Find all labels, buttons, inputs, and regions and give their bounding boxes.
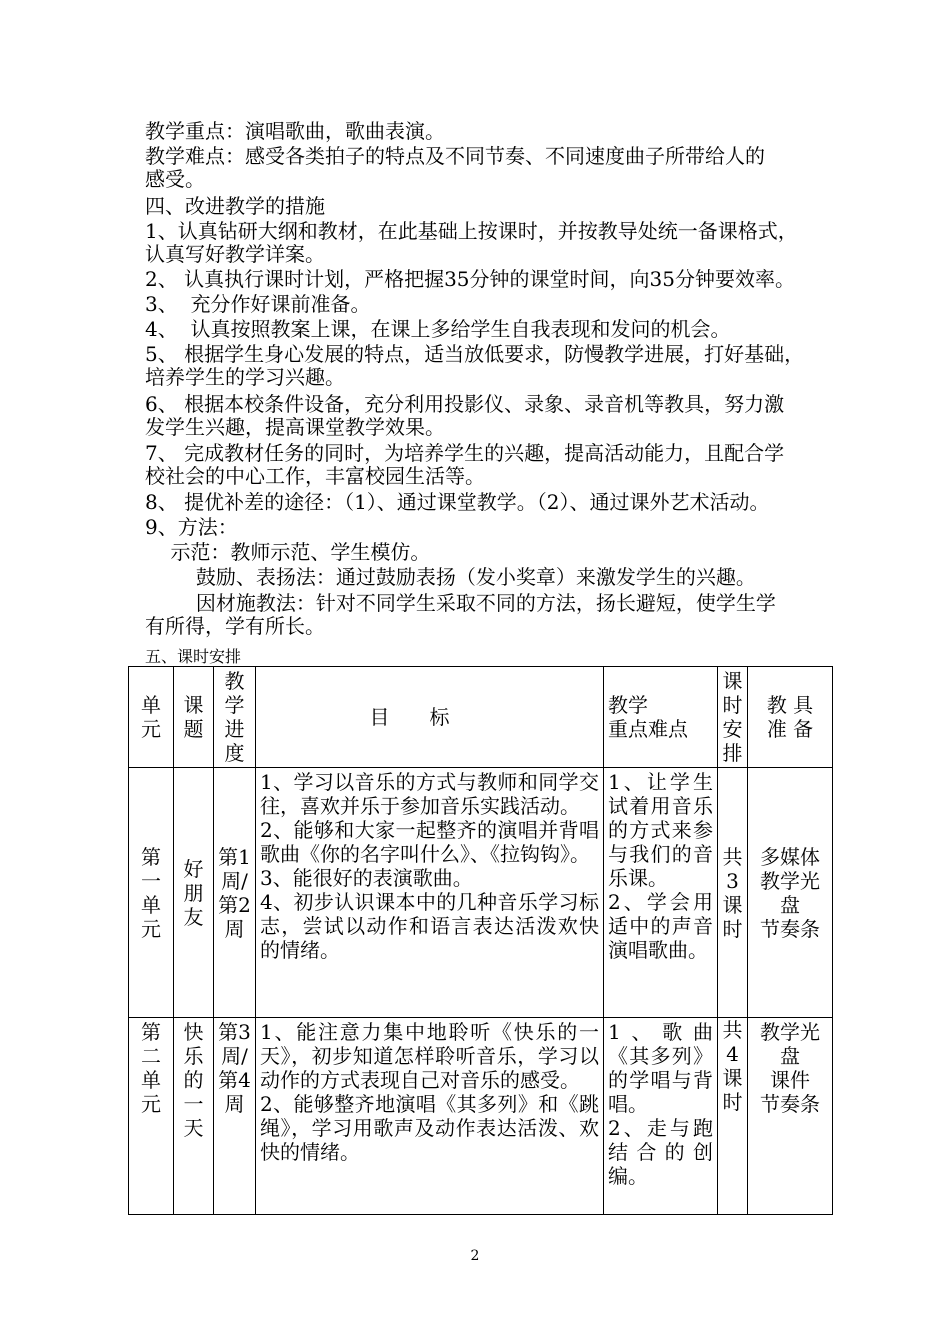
unit-cell: 第二单元 bbox=[129, 1018, 174, 1215]
header-topic: 课题 bbox=[174, 667, 214, 768]
topic-cell: 好朋友 bbox=[174, 768, 214, 1018]
measure-6: 6、 根据本校条件设备，充分利用投影仪、录象、录音机等教具，努力激 发学生兴趣，提高课堂教学效果。 bbox=[145, 392, 785, 439]
measure-9-title: 9、方法： bbox=[145, 515, 238, 539]
header-key-points: 教学 重点难点 bbox=[604, 667, 718, 768]
header-unit: 单元 bbox=[129, 667, 174, 768]
table-header-row bbox=[129, 667, 833, 768]
header-goal: 目标 bbox=[256, 667, 604, 768]
tools-cell: 教学光 盘 课件 节奏条 bbox=[748, 1018, 833, 1215]
schedule-table bbox=[128, 666, 833, 1215]
measure-5: 5、 根据学生身心发展的特点，适当放低要求，防慢教学进展，打好基础， 培养学生的学习兴趣。 bbox=[145, 342, 805, 389]
goal-cell: 1、能注意力集中地聆听《快乐的一天》，初步知道怎样聆听音乐，学习以动作的方式表现自己对音乐的感受。 2、能够整齐地演唱《其多列》和《跳绳》，学习用歌声及动作表达活泼、欢快的情绪。 bbox=[256, 1018, 604, 1215]
goal-cell: 1、学习以音乐的方式与教师和同学交往，喜欢并乐于参加音乐实践活动。 2、能够和大家一起整齐的演唱并背唱歌曲《你的名字叫什么》、《拉钩钩》。 3、能很好的表演歌曲。 4、初步认识课本中的几种音乐学习标志，尝试以动作和语言表达活泼欢快的情绪。 bbox=[256, 768, 604, 1018]
key-point: 教学重点：演唱歌曲，歌曲表演。 bbox=[145, 119, 445, 143]
measure-1: 1、认真钻研大纲和教材，在此基础上按课时，并按教导处统一备课格式， 认真写好教学详案。 bbox=[145, 219, 798, 266]
section-5-title: 五、课时安排 bbox=[145, 647, 242, 666]
page-number: 2 bbox=[470, 1248, 480, 1264]
table-row bbox=[129, 1018, 833, 1215]
header-tools: 教 具 准 备 bbox=[748, 667, 833, 768]
progress-cell: 第3周/第4周 bbox=[214, 1018, 256, 1215]
method-demo: 示范：教师示范、学生模仿。 bbox=[145, 540, 431, 564]
measure-8: 8、 提优补差的途径：（1）、通过课堂教学。（2）、通过课外艺术活动。 bbox=[145, 490, 770, 514]
section-4-title: 四、改进教学的措施 bbox=[145, 194, 325, 218]
header-progress: 教学进度 bbox=[214, 667, 256, 768]
table-row bbox=[129, 768, 833, 1018]
hours-cell: 共3课时 bbox=[718, 768, 748, 1018]
hours-cell: 共4课时 bbox=[718, 1018, 748, 1215]
progress-cell: 第1周/第2周 bbox=[214, 768, 256, 1018]
measure-4: 4、 认真按照教案上课，在课上多给学生自我表现和发问的机会。 bbox=[145, 317, 731, 341]
method-encourage: 鼓励、表扬法：通过鼓励表扬（发小奖章）来激发学生的兴趣。 bbox=[145, 565, 756, 589]
header-hours: 课时安排 bbox=[718, 667, 748, 768]
measure-3: 3、 充分作好课前准备。 bbox=[145, 292, 371, 316]
difficult-point: 教学难点：感受各类拍子的特点及不同节奏、不同速度曲子所带给人的 感受。 bbox=[145, 144, 765, 191]
unit-cell: 第一单元 bbox=[129, 768, 174, 1018]
key-points-cell: 1、让学生试着用音乐的方式来参与我们的音乐课。 2、学会用适中的声音演唱歌曲。 bbox=[604, 768, 718, 1018]
topic-cell: 快乐的一天 bbox=[174, 1018, 214, 1215]
method-individual: 因材施教法：针对不同学生采取不同的方法，扬长避短，使学生学 有所得，学有所长。 bbox=[145, 591, 776, 638]
measure-2: 2、 认真执行课时计划，严格把握35分钟的课堂时间，向35分钟要效率。 bbox=[145, 267, 795, 291]
tools-cell: 多媒体 教学光盘 节奏条 bbox=[748, 768, 833, 1018]
key-points-cell: 1、歌曲《其多列》的学唱与背唱。 2、走与跑结合的创编。 bbox=[604, 1018, 718, 1215]
measure-7: 7、 完成教材任务的同时，为培养学生的兴趣，提高活动能力，且配合学 校社会的中心工作，丰富校园生活等。 bbox=[145, 441, 785, 488]
